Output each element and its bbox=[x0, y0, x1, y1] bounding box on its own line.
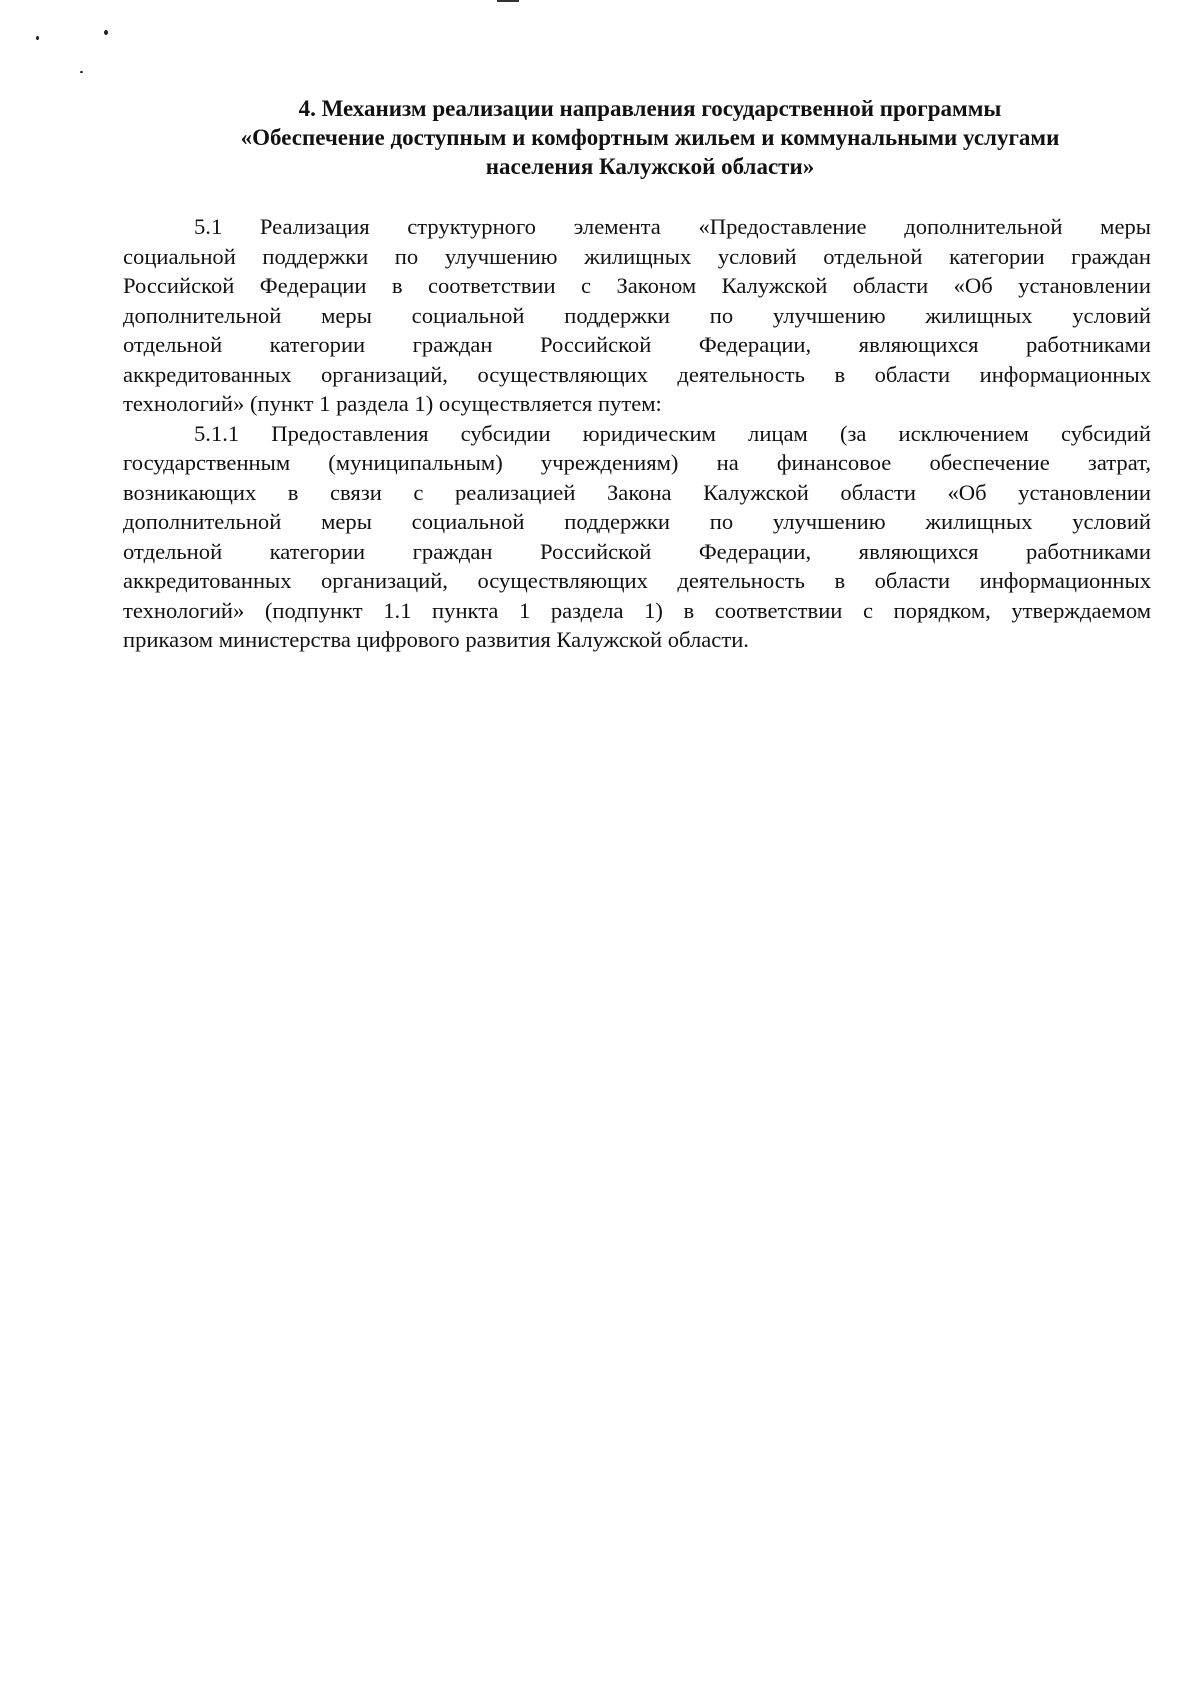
text-line: социальной поддержки по улучшению жилищных условий отдельной категории граждан bbox=[123, 243, 1151, 269]
scan-speck bbox=[104, 30, 108, 35]
text-line: 5.1.1 Предоставления субсидии юридическим лицам (за исключением субсидий bbox=[194, 420, 1151, 446]
text-line: аккредитованных организаций, осуществляющих деятельность в области информационных bbox=[123, 568, 1151, 593]
heading-line: 4. Механизм реализации направления государственной программы bbox=[298, 96, 1002, 121]
text-line: дополнительной меры социальной поддержки по улучшению жилищных условий bbox=[123, 509, 1151, 534]
text-line: возникающих в связи с реализацией Закона Калужской области «Об установлении bbox=[123, 479, 1151, 505]
document-body bbox=[123, 212, 1151, 655]
scan-speck bbox=[36, 36, 39, 40]
paragraph-5-1-1 bbox=[123, 419, 1151, 655]
text-line: дополнительной меры социальной поддержки по улучшению жилищных условий bbox=[123, 302, 1151, 328]
heading-line: населения Калужской области» bbox=[485, 154, 815, 179]
text-line: Российской Федерации в соответствии с Законом Калужской области «Об установлении bbox=[123, 273, 1151, 298]
text-line: аккредитованных организаций, осуществляющих деятельность в области информационных bbox=[123, 361, 1151, 387]
text-line: государственным (муниципальным) учреждениям) на финансовое обеспечение затрат, bbox=[123, 450, 1151, 475]
heading-line: «Обеспечение доступным и комфортным жильем и коммунальными услугами bbox=[240, 125, 1060, 150]
text-line: приказом министерства цифрового развития Калужской области. bbox=[123, 627, 749, 652]
scan-speck bbox=[80, 71, 83, 73]
text-line: отдельной категории граждан Российской Федерации, являющихся работниками bbox=[123, 332, 1151, 357]
text-line: 5.1 Реализация структурного элемента «Предоставление дополнительной меры bbox=[194, 214, 1151, 239]
text-line: технологий» (пункт 1 раздела 1) осуществляется путем: bbox=[123, 391, 662, 416]
text-line: технологий» (подпункт 1.1 пункта 1 раздела 1) в соответствии с порядком, утверждаемом bbox=[123, 597, 1151, 623]
scan-mark bbox=[497, 0, 519, 2]
paragraph-5-1 bbox=[123, 212, 1151, 419]
text-line: отдельной категории граждан Российской Федерации, являющихся работниками bbox=[123, 538, 1151, 564]
section-heading bbox=[150, 94, 1150, 181]
